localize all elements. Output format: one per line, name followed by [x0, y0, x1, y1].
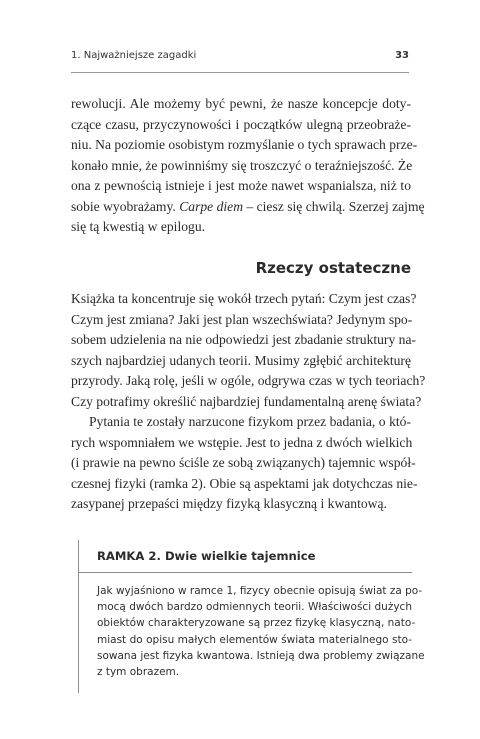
text-line: z tym obrazem.: [97, 665, 180, 678]
section-heading: Rzeczy ostateczne: [255, 259, 411, 277]
text-line: Jak wyjaśniono w ramce 1, fizycy obecnie opisują świat za po-: [97, 585, 423, 597]
text-line: czące czasu, przyczynowości i początków ulegną przeobraże-: [71, 116, 411, 132]
text-line: Pytania te zostały narzucone fizykom przez badania, o któ-: [89, 414, 411, 429]
box-rule: [79, 572, 412, 573]
text-line: konało mnie, że powinniśmy się troszczyć o teraźniejszość. Że: [71, 157, 413, 173]
box-text: [97, 583, 425, 680]
text-line: ona z pewnością istnieje i jest może nawet wspanialsza, niż to: [71, 178, 411, 193]
text-line: miast do opisu małych elementów świata materialnego sto-: [97, 633, 412, 646]
text-line: obiektów charakteryzowane są przez fizykę klasyczną, nato-: [97, 617, 416, 630]
box-title: RAMKA 2. Dwie wielkie tajemnice: [97, 549, 316, 563]
intro-paragraph: [71, 94, 425, 238]
text-line: mocą dwóch bardzo odmiennych teorii. Właściwości dużych: [97, 601, 412, 614]
text-line: się tą kwestią w epilogu.: [71, 219, 206, 234]
section-paragraph-1: [71, 289, 426, 412]
text-line: przyrody. Jaką rolę, jeśli w ogóle, odgrywa czas w tych teoriach?: [71, 373, 426, 388]
text-line: Czy potrafimy określić najbardziej fundamentalną arenę świata?: [71, 393, 422, 409]
text-run: – ciesz się chwilą. Szerzej zajmę: [243, 198, 425, 214]
text-line: rych wspomniałem we wstępie. Jest to jedna z dwóch wielkich: [71, 434, 413, 450]
text-line: niu. Na poziomie osobistym rozmyślanie o tych sprawach prze-: [71, 137, 418, 152]
text-line: (i prawie na pewno ściśle ze sobą związanych) tajemnic współ-: [71, 455, 416, 470]
header-rule: [71, 72, 409, 73]
text-line: Książka ta koncentruje się wokół trzech pytań: Czym jest czas?: [71, 291, 417, 306]
text-line: sobem udzielenia na nie odpowiedzi jest zbadanie struktury na-: [71, 332, 417, 347]
chapter-title: 1. Najważniejsze zagadki: [71, 50, 197, 61]
text-line: sowana jest fizyka kwantowa. Istnieją dwa problemy związane: [97, 649, 425, 662]
text-line: szych najbardziej udanych teorii. Musimy zgłębić architekturę: [71, 352, 411, 368]
text-line: czesnej fizyki (ramka 2). Obie są aspektami jak dotychczas nie-: [71, 475, 418, 491]
page-number: 33: [395, 50, 409, 61]
section-paragraph-2: [71, 412, 418, 515]
text-line: rewolucji. Ale możemy być pewni, że nasze koncepcje doty-: [71, 96, 411, 111]
text-run: sobie wyobrażamy.: [71, 198, 180, 214]
text-line: [71, 197, 425, 218]
text-line: zasypanej przepaści między fizyką klasyczną i kwantową.: [71, 496, 387, 511]
italic-phrase: Carpe diem: [179, 198, 244, 214]
text-line: Czym jest zmiana? Jaki jest plan wszechświata? Jedynym spo-: [71, 311, 413, 327]
sidebar-box: [78, 540, 425, 693]
